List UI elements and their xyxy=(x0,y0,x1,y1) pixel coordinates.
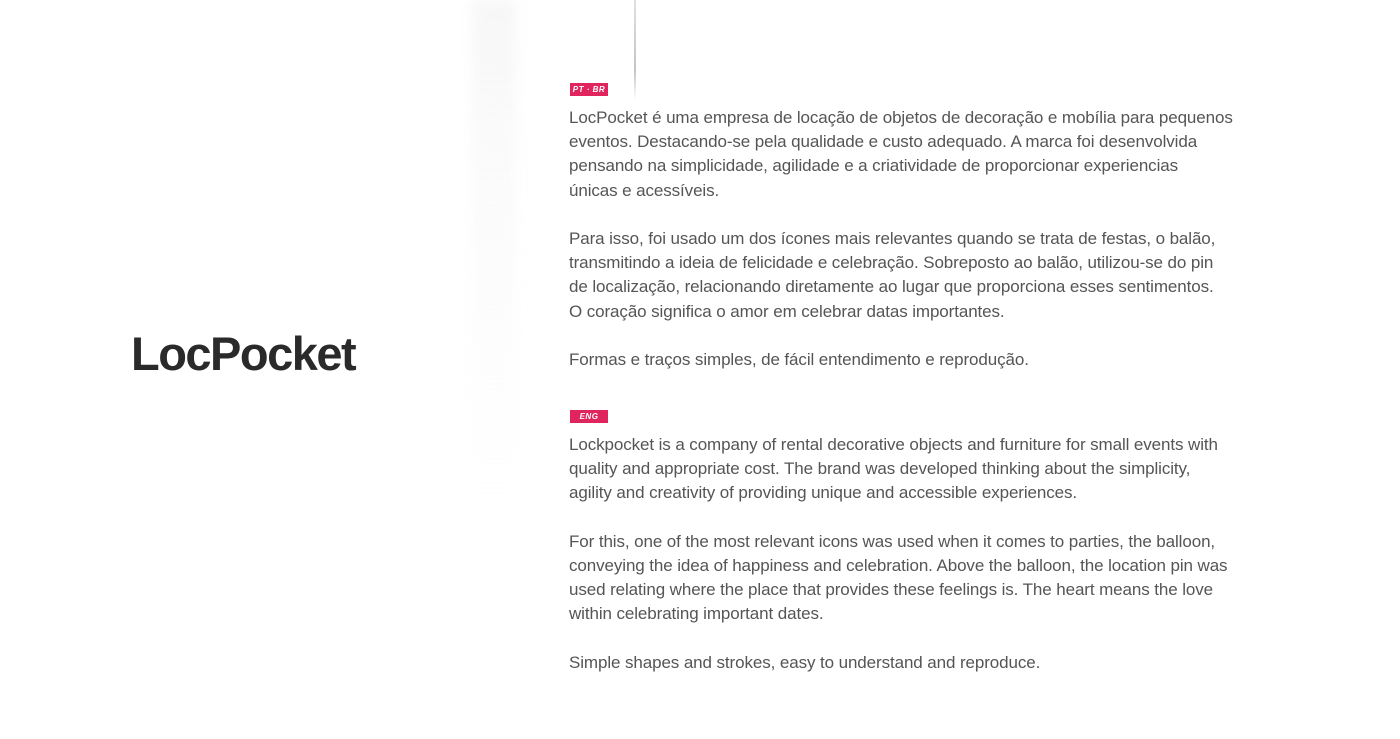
language-badge-pt-br: PT · BR xyxy=(570,83,608,96)
paragraph-en-3: Simple shapes and strokes, easy to understand and reproduce. xyxy=(569,652,1041,672)
paragraph-pt-3: Formas e traços simples, de fácil entendimento e reprodução. xyxy=(569,350,1029,369)
description-pt-br xyxy=(569,106,1279,396)
brand-title: LocPocket xyxy=(131,327,356,380)
paragraph-en-2: For this, one of the most relevant icons was used when it comes to parties, the balloon, conveying the idea of happiness and celebration. Above the balloon, the location pin was used relating where the place that provides these feelings is. The heart means the love within celebrating important dates. xyxy=(569,531,1228,624)
language-badge-eng: ENG xyxy=(570,410,608,423)
paragraph-pt-2: Para isso, foi usado um dos ícones mais relevantes quando se trata de festas, o balão, transmitindo a ideia de felicidade e celebração. Sobreposto ao balão, utilizou-se do pin de localização, relacionando diretamente ao lugar que proporciona esses sentimentos. O coração significa o amor em celebrar datas importantes. xyxy=(569,229,1216,321)
description-eng xyxy=(569,433,1279,699)
paragraph-pt-1: LocPocket é uma empresa de locação de objetos de decoração e mobília para pequenos eventos. Destacando-se pela qualidade e custo adequado. A marca foi desenvolvida pensando na simplicidade, agilidade e a criatividade de proporcionar experiencias únicas e acessíveis. xyxy=(569,108,1233,200)
decorative-fade xyxy=(472,0,516,500)
paragraph-en-1: Lockpocket is a company of rental decorative objects and furniture for small events with quality and appropriate cost. The brand was developed thinking about the simplicity, agility and creativity of providing unique and accessible experiences. xyxy=(569,435,1218,503)
decorative-line xyxy=(634,0,636,100)
